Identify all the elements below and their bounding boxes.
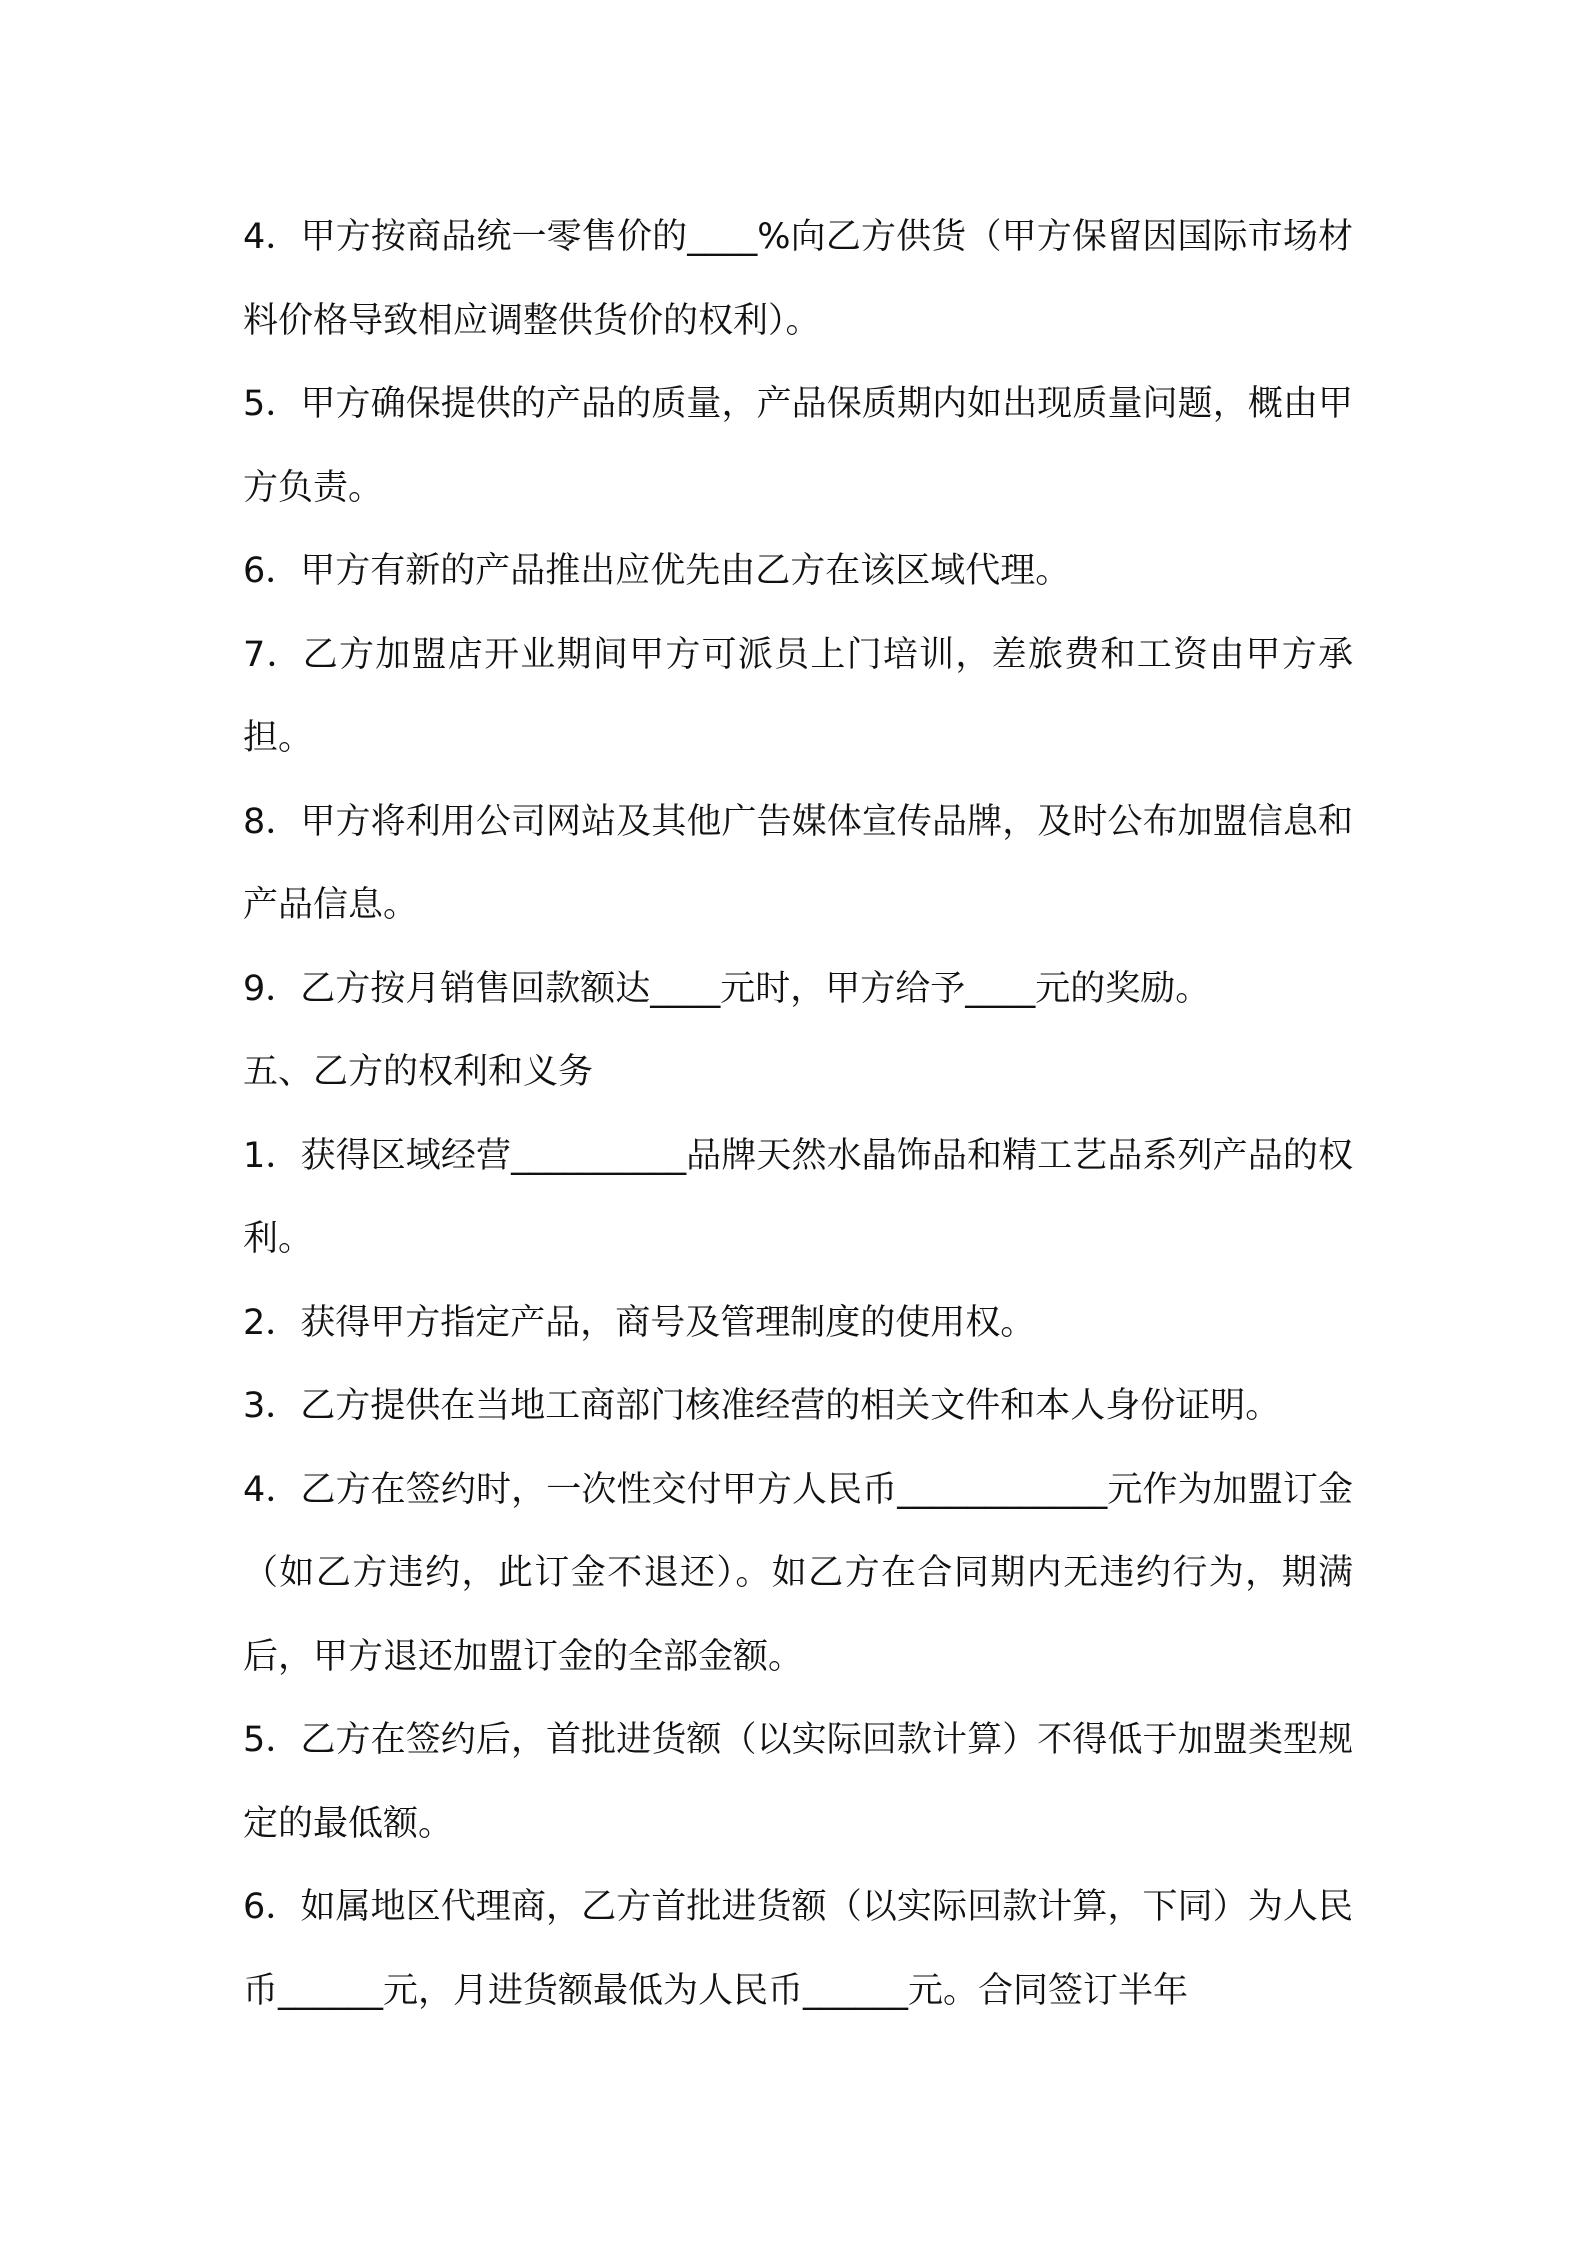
clause-b2-usage-rights: 2．获得甲方指定产品，商号及管理制度的使用权。 bbox=[243, 1302, 1036, 1343]
clause-b3-documents: 3．乙方提供在当地工商部门核准经营的相关文件和本人身份证明。 bbox=[243, 1386, 1281, 1426]
clause-a4-supply-price: 4．甲方按商品统一零售价的____%向乙方供货（甲方保留因国际市场材料价格导致相应调整供货价的权利）。 bbox=[243, 217, 1353, 341]
clause-b6-regional-agent: 6．如属地区代理商，乙方首批进货额（以实际回款计算，下同）为人民币______元，月进货额最低为人民币______元。合同签订半年 bbox=[243, 1887, 1353, 2011]
clause-b1-regional-rights: 1．获得区域经营__________品牌天然水晶饰品和精工艺品系列产品的权利。 bbox=[243, 1135, 1353, 1259]
clause-a5-quality-guarantee: 5．甲方确保提供的产品的质量，产品保质期内如出现质量问题，概由甲方负责。 bbox=[243, 384, 1353, 508]
section-heading-party-b-rights: 五、乙方的权利和义务 bbox=[243, 1052, 594, 1092]
clause-a7-training: 7．乙方加盟店开业期间甲方可派员上门培训，差旅费和工资由甲方承担。 bbox=[243, 634, 1353, 758]
clause-b5-first-order: 5．乙方在签约后，首批进货额（以实际回款计算）不得低于加盟类型规定的最低额。 bbox=[243, 1720, 1353, 1844]
clause-b4-deposit: 4．乙方在签约时，一次性交付甲方人民币____________元作为加盟订金（如乙方违约，此订金不退还）。如乙方在合同期内无违约行为，期满后，甲方退还加盟订金的全部金额。 bbox=[243, 1469, 1353, 1677]
clause-a6-new-products: 6．甲方有新的产品推出应优先由乙方在该区域代理。 bbox=[243, 551, 1071, 591]
clause-a8-advertising: 8．甲方将利用公司网站及其他广告媒体宣传品牌，及时公布加盟信息和产品信息。 bbox=[243, 801, 1353, 925]
clause-a9-sales-reward: 9．乙方按月销售回款额达____元时，甲方给予____元的奖励。 bbox=[243, 968, 1211, 1009]
document-body bbox=[243, 196, 1353, 2033]
